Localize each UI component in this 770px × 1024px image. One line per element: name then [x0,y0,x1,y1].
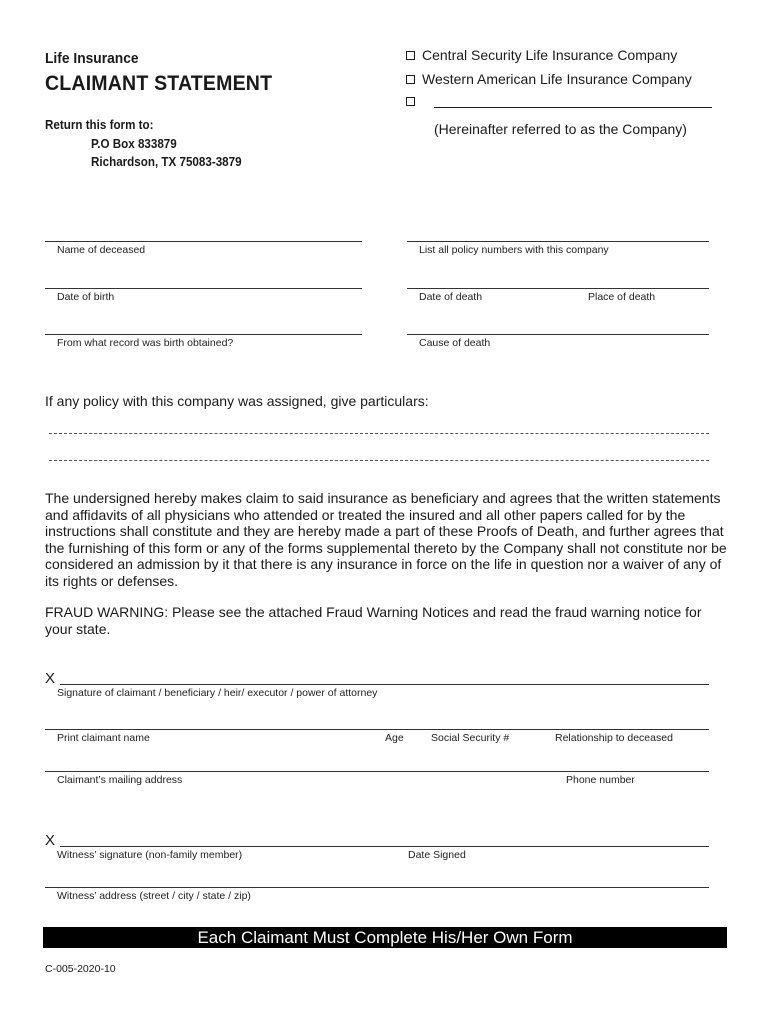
witness-signature-field[interactable] [60,846,709,847]
return-address-line2: Richardson, TX 75083-3879 [91,155,242,169]
fraud-warning: FRAUD WARNING: Please see the attached Fraud Warning Notices and read the fraud warning notice for your state. [45,604,702,637]
age-label: Age [385,732,404,744]
form-title: CLAIMANT STATEMENT [45,72,273,95]
cause-of-death-label: Cause of death [419,337,491,349]
cause-of-death-field[interactable] [407,334,709,335]
assignment-line-1[interactable] [49,433,709,434]
witness-address-label: Witness’ address (street / city / state / zip) [57,890,251,902]
company-option-other[interactable] [406,95,712,108]
mailing-address-field[interactable] [45,771,709,772]
other-company-field[interactable] [434,95,712,108]
checkbox-icon[interactable] [406,75,415,84]
assignment-question: If any policy with this company was assigned, give particulars: [45,393,429,409]
policy-numbers-label: List all policy numbers with this company [419,244,609,256]
assignment-line-2[interactable] [49,460,709,461]
relationship-label: Relationship to deceased [555,732,673,744]
mailing-address-label: Claimant’s mailing address [57,774,183,786]
ssn-label: Social Security # [431,732,510,744]
phone-number-label: Phone number [566,774,635,786]
claimant-info-field[interactable] [45,729,709,730]
date-of-death-label: Date of death [419,291,483,303]
checkbox-icon[interactable] [406,51,415,60]
company-option-label: Western American Life Insurance Company [422,71,692,87]
claimant-signature-label: Signature of claimant / beneficiary / heir/ executor / power of attorney [57,687,378,699]
date-signed-label: Date Signed [408,849,466,861]
claim-statement-paragraph: The undersigned hereby makes claim to said insurance as beneficiary and agrees that the written statements and affidavits of all physicians who attended or treated the insured and all other papers called for by the instructions shall constitute and they are hereby made a part of these Proofs of Death, and further agrees that the furnishing of this form or any of the forms supplemental thereto by the Company shall not constitute nor be considered an admission by it that there is any insurance in force on the life in question nor a waiver of any of its rights or defenses. [45,490,727,589]
signature-x-mark: X [45,670,56,687]
name-of-deceased-field[interactable] [45,241,362,242]
company-option-label: Central Security Life Insurance Company [422,47,678,63]
date-of-birth-label: Date of birth [57,291,115,303]
return-label: Return this form to: [45,118,154,132]
company-option-central-security[interactable] [406,47,677,63]
death-date-place-field[interactable] [407,288,709,289]
policy-numbers-field[interactable] [407,241,709,242]
form-subtitle: Life Insurance [45,50,139,67]
birth-record-field[interactable] [45,334,362,335]
form-code: C-005-2020-10 [45,963,116,975]
witness-address-field[interactable] [45,887,709,888]
company-note: (Hereinafter referred to as the Company) [434,121,687,137]
witness-signature-label: Witness’ signature (non-family member) [57,849,243,861]
company-option-western-american[interactable] [406,71,692,87]
claimant-signature-field[interactable] [60,684,709,685]
date-of-birth-field[interactable] [45,288,362,289]
birth-record-label: From what record was birth obtained? [57,337,234,349]
checkbox-icon[interactable] [406,97,415,106]
witness-x-mark: X [45,832,56,849]
claimant-notice-banner: Each Claimant Must Complete His/Her Own Form [43,927,727,948]
print-name-label: Print claimant name [57,732,150,744]
name-of-deceased-label: Name of deceased [57,244,146,256]
place-of-death-label: Place of death [588,291,656,303]
return-address-line1: P.O Box 833879 [91,137,177,151]
